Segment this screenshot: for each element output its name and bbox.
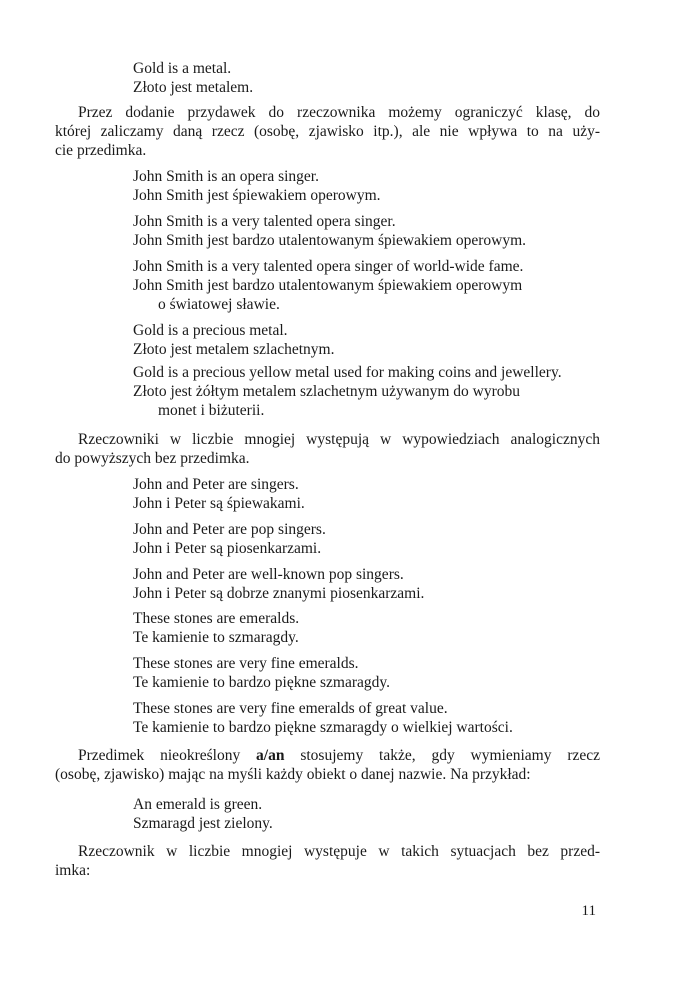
example-english: These stones are very fine emeralds of great value. — [133, 700, 448, 717]
example-polish-continued: monet i biżuterii. — [158, 402, 265, 419]
example-english: John and Peter are well-known pop singers. — [133, 566, 404, 583]
example-english: John Smith is a very talented opera singer of world-wide fame. — [133, 258, 524, 275]
paragraph-indefinite-article — [55, 746, 600, 784]
paragraph-line: której zaliczamy daną rzecz (osobę, zjawisko itp.), ale nie wpływa to na uży- — [55, 123, 600, 140]
example-english: Gold is a precious yellow metal used for making coins and jewellery. — [133, 364, 562, 381]
example-english: John and Peter are singers. — [133, 476, 299, 493]
example-english: Gold is a metal. — [133, 60, 232, 77]
example-emerald — [133, 795, 603, 833]
example-polish: Szmaragd jest zielony. — [133, 815, 273, 832]
paragraph-line: Przez dodanie przydawek do rzeczownika możemy ograniczyć klasę, do — [78, 104, 600, 121]
example-smith-3 — [133, 257, 603, 314]
example-gold-yellow — [133, 363, 603, 420]
example-john-peter-1 — [133, 475, 603, 513]
example-polish: Złoto jest metalem. — [133, 79, 254, 96]
example-english: John Smith is an opera singer. — [133, 168, 319, 185]
example-john-peter-3 — [133, 565, 603, 603]
example-polish: Złoto jest żółtym metalem szlachetnym używanym do wyrobu — [133, 383, 520, 400]
paragraph-plural — [55, 430, 600, 468]
example-smith-2 — [133, 212, 603, 250]
paragraph-line: Rzeczowniki w liczbie mnogiej występują w wypowiedziach analogicznych — [78, 431, 600, 448]
example-polish: John i Peter są śpiewakami. — [133, 495, 305, 512]
example-english: These stones are emeralds. — [133, 610, 300, 627]
paragraph-line — [55, 746, 600, 765]
paragraph-line: Rzeczownik w liczbie mnogiej występuje w takich sytuacjach bez przed- — [78, 843, 600, 860]
example-polish: Te kamienie to bardzo piękne szmaragdy. — [133, 674, 390, 691]
example-stones-1 — [133, 609, 603, 647]
example-polish-continued: o światowej sławie. — [158, 296, 280, 313]
example-polish: John i Peter są piosenkarzami. — [133, 540, 322, 557]
example-john-peter-2 — [133, 520, 603, 558]
paragraph-line: (osobę, zjawisko) mając na myśli każdy obiekt o danej nazwie. Na przykład: — [55, 766, 531, 783]
paragraph-attributes — [55, 103, 600, 160]
example-gold-precious — [133, 321, 603, 359]
example-english: An emerald is green. — [133, 796, 263, 813]
example-english: John Smith is a very talented opera singer. — [133, 213, 396, 230]
example-polish: John Smith jest bardzo utalentowanym śpiewakiem operowym — [133, 277, 523, 294]
paragraph-line: cie przedimka. — [55, 142, 147, 159]
example-stones-3 — [133, 699, 603, 737]
paragraph-line: do powyższych bez przedimka. — [55, 450, 250, 467]
example-english: These stones are very fine emeralds. — [133, 655, 359, 672]
page-number: 11 — [581, 903, 596, 919]
example-polish: Te kamienie to bardzo piękne szmaragdy o wielkiej wartości. — [133, 719, 513, 736]
example-polish: Złoto jest metalem szlachetnym. — [133, 341, 335, 358]
example-stones-2 — [133, 654, 603, 692]
example-polish: Te kamienie to szmaragdy. — [133, 629, 299, 646]
example-gold-metal — [133, 59, 603, 97]
example-polish: John Smith jest śpiewakiem operowym. — [133, 187, 381, 204]
example-english: John and Peter are pop singers. — [133, 521, 326, 538]
paragraph-line: imka: — [55, 862, 91, 879]
example-polish: John i Peter są dobrze znanymi piosenkarzami. — [133, 585, 425, 602]
example-english: Gold is a precious metal. — [133, 322, 288, 339]
paragraph-text: Przedimek nieokreślony — [78, 747, 257, 764]
article-term: a/an — [256, 747, 285, 764]
paragraph-plural-no-article — [55, 842, 600, 880]
example-polish: John Smith jest bardzo utalentowanym śpiewakiem operowym. — [133, 232, 527, 249]
example-smith-1 — [133, 167, 603, 205]
paragraph-text: stosujemy także, gdy wymieniamy rzecz — [284, 747, 600, 764]
